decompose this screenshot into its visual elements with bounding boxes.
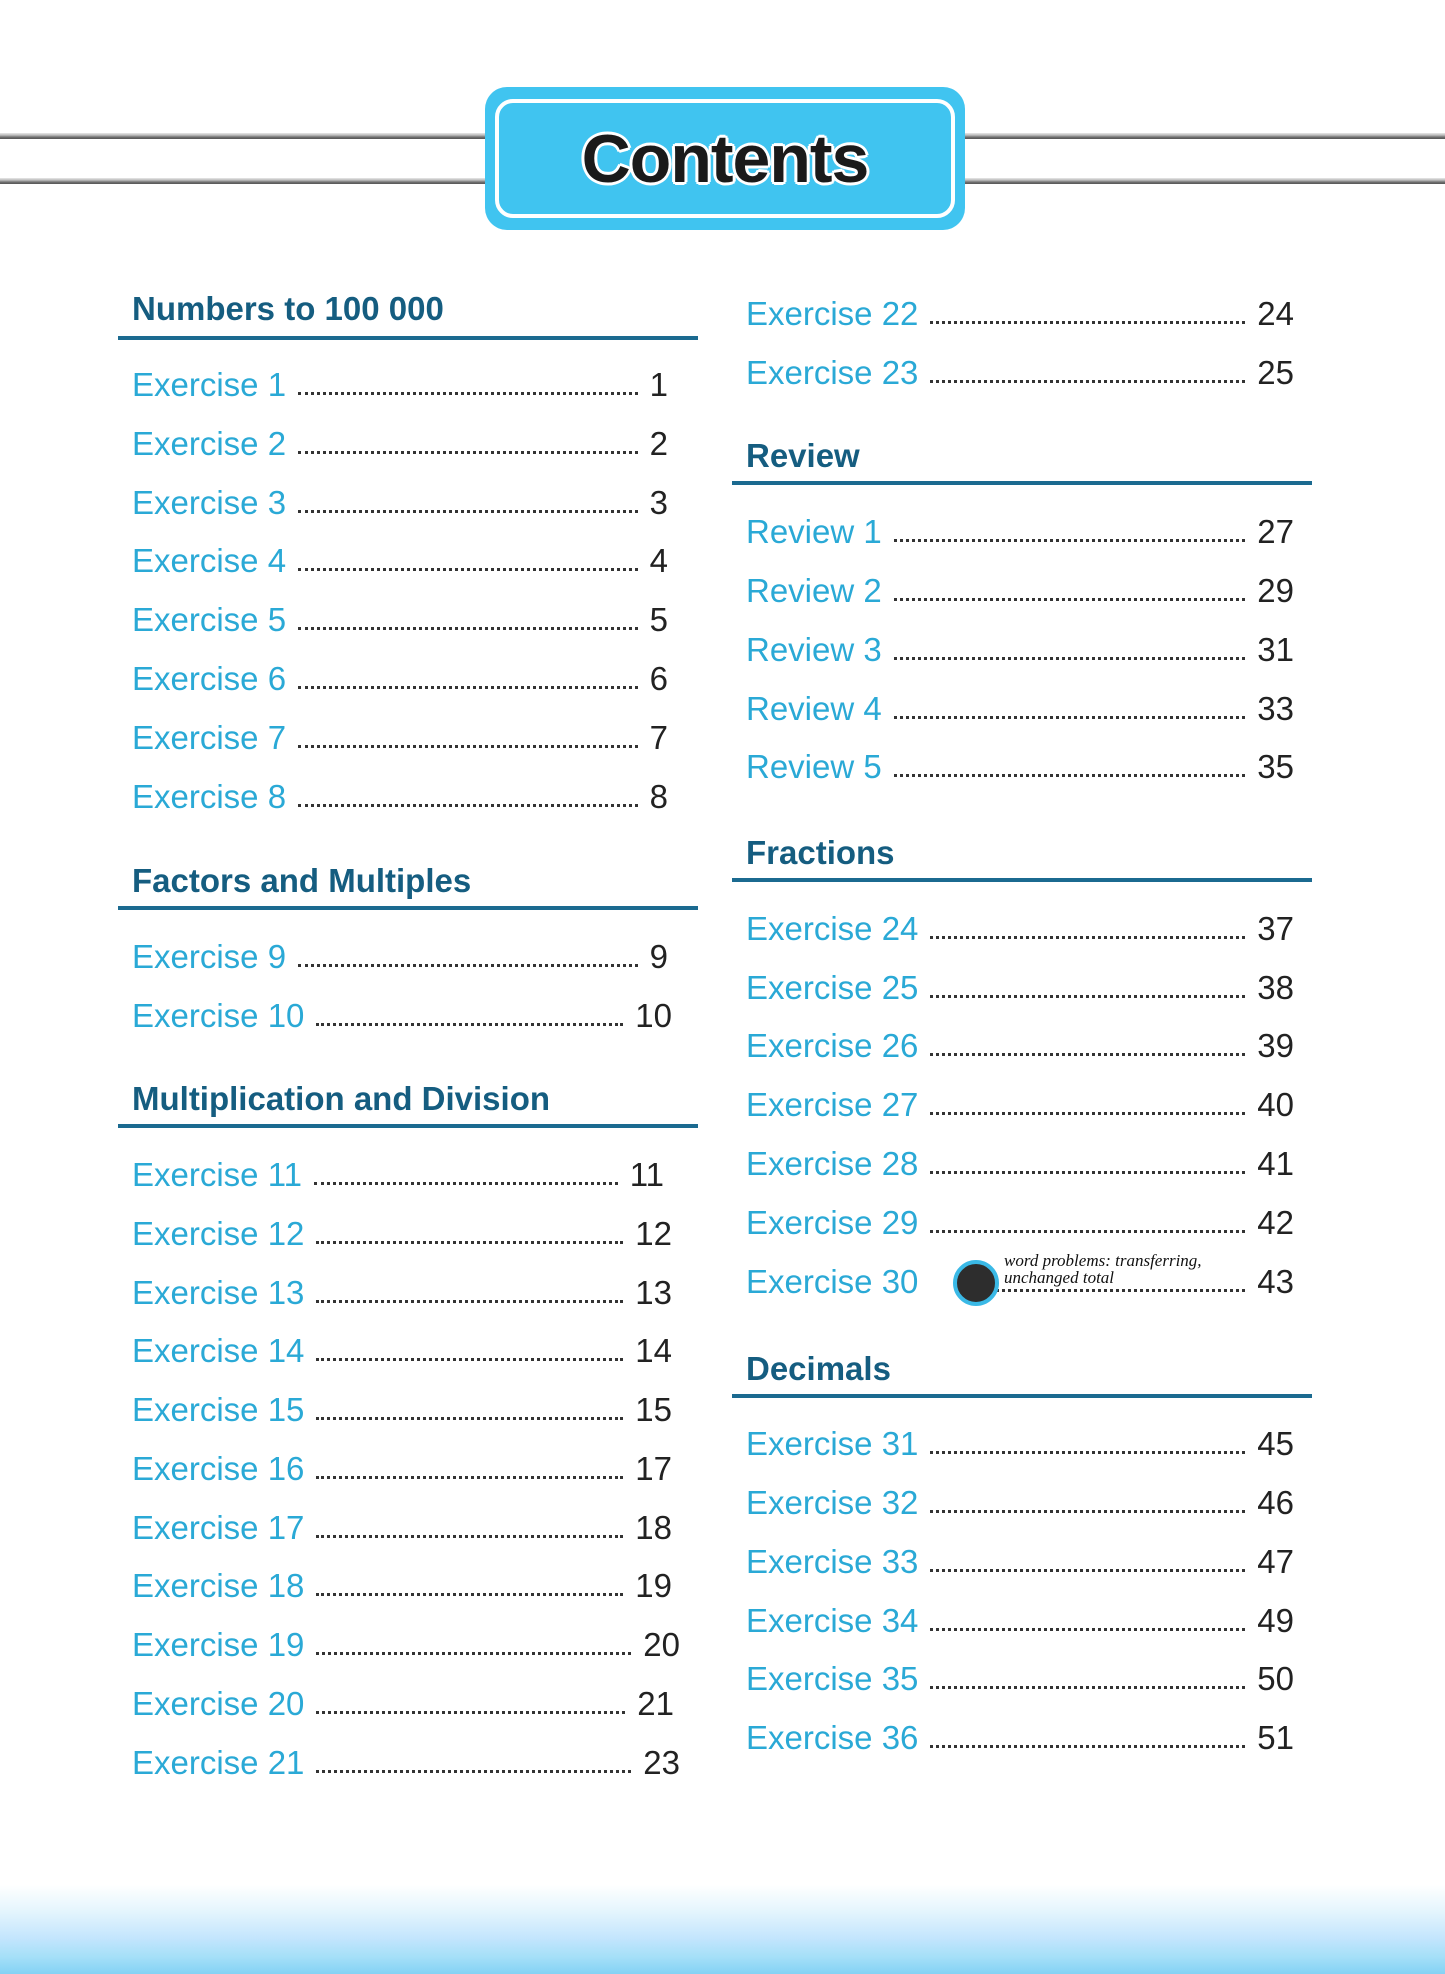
toc-entry[interactable] xyxy=(132,928,668,976)
entry-page: 46 xyxy=(1257,1484,1294,1521)
dot-leader xyxy=(316,1535,623,1538)
entry-label: Exercise 19 xyxy=(132,1626,305,1663)
dot-leader xyxy=(930,1171,1245,1174)
dot-leader xyxy=(316,1417,623,1420)
entry-page: 20 xyxy=(643,1626,680,1663)
toc-entry[interactable] xyxy=(746,738,1294,786)
section-heading-decimals: Decimals xyxy=(746,1350,891,1387)
toc-entry[interactable] xyxy=(132,1499,672,1547)
dot-leader xyxy=(316,1593,623,1596)
entry-label: Exercise 7 xyxy=(132,719,287,756)
section-rule xyxy=(118,336,698,340)
section-rule xyxy=(732,1394,1312,1398)
section-heading-multiplication: Multiplication and Division xyxy=(132,1080,551,1117)
dot-leader xyxy=(894,598,1246,601)
dot-leader xyxy=(316,1652,631,1655)
entry-page: 1 xyxy=(649,366,668,403)
toc-entry[interactable] xyxy=(746,959,1294,1007)
entry-label: Exercise 13 xyxy=(132,1274,305,1311)
dot-leader xyxy=(930,380,1245,383)
toc-entry[interactable] xyxy=(132,709,668,757)
entry-page: 4 xyxy=(649,542,668,579)
entry-page: 43 xyxy=(1257,1263,1294,1300)
section-rule xyxy=(732,878,1312,882)
section-heading-factors: Factors and Multiples xyxy=(132,862,472,899)
toc-entry[interactable] xyxy=(746,503,1294,551)
toc-entry[interactable] xyxy=(132,1146,664,1194)
toc-entry[interactable] xyxy=(746,1592,1294,1640)
toc-entry[interactable] xyxy=(132,1205,672,1253)
page-title: Contents xyxy=(581,120,869,197)
entry-label: Exercise 31 xyxy=(746,1425,919,1462)
entry-page: 24 xyxy=(1257,295,1294,332)
toc-entry[interactable] xyxy=(132,1322,672,1370)
dot-leader xyxy=(316,1358,623,1361)
entry-label: Exercise 6 xyxy=(132,660,287,697)
section-rule xyxy=(118,1124,698,1128)
entry-page: 47 xyxy=(1257,1543,1294,1580)
entry-page: 49 xyxy=(1257,1602,1294,1639)
entry-label: Exercise 21 xyxy=(132,1744,305,1781)
entry-label: Exercise 32 xyxy=(746,1484,919,1521)
entry-label: Exercise 18 xyxy=(132,1567,305,1604)
dot-leader xyxy=(298,451,638,454)
entry-label: Exercise 15 xyxy=(132,1391,305,1428)
entry-page: 17 xyxy=(635,1450,672,1487)
entry-label: Review 5 xyxy=(746,748,882,785)
toc-entry[interactable] xyxy=(132,532,668,580)
dot-leader xyxy=(316,1770,631,1773)
entry-label: Review 3 xyxy=(746,631,882,668)
entry-page: 8 xyxy=(649,778,668,815)
entry-label: Exercise 33 xyxy=(746,1543,919,1580)
toc-entry[interactable] xyxy=(132,1264,672,1312)
entry-page: 2 xyxy=(649,425,668,462)
entry-label: Review 2 xyxy=(746,572,882,609)
dot-leader xyxy=(298,804,638,807)
toc-entry[interactable] xyxy=(746,344,1294,392)
entry-page: 13 xyxy=(635,1274,672,1311)
dot-leader xyxy=(316,1241,623,1244)
toc-entry[interactable] xyxy=(132,356,668,404)
toc-entry[interactable] xyxy=(746,1076,1294,1124)
entry-page: 25 xyxy=(1257,354,1294,391)
entry-page: 14 xyxy=(635,1332,672,1369)
note-line-1: word problems: transferring, xyxy=(1004,1251,1202,1270)
entry-page: 42 xyxy=(1257,1204,1294,1241)
entry-page: 15 xyxy=(635,1391,672,1428)
entry-label: Exercise 26 xyxy=(746,1027,919,1064)
dot-leader xyxy=(298,745,638,748)
entry-page: 19 xyxy=(635,1567,672,1604)
entry-label: Exercise 36 xyxy=(746,1719,919,1756)
toc-entry[interactable] xyxy=(746,621,1294,669)
toc-entry[interactable] xyxy=(746,1533,1294,1581)
dot-leader xyxy=(930,321,1245,324)
section-heading-review: Review xyxy=(746,437,860,474)
entry-page: 12 xyxy=(635,1215,672,1252)
dot-leader xyxy=(894,774,1246,777)
entry-page: 27 xyxy=(1257,513,1294,550)
entry-label: Exercise 3 xyxy=(132,484,287,521)
toc-entry[interactable] xyxy=(746,1650,1294,1698)
dot-leader xyxy=(930,1112,1245,1115)
title-badge xyxy=(485,87,965,230)
toc-entry[interactable] xyxy=(746,1415,1294,1463)
toc-entry[interactable] xyxy=(132,415,668,463)
dot-leader xyxy=(930,936,1245,939)
dot-leader xyxy=(298,568,638,571)
entry-label: Exercise 30 xyxy=(746,1263,919,1300)
dot-leader xyxy=(894,716,1246,719)
dot-leader xyxy=(894,657,1246,660)
exercise-note xyxy=(1004,1252,1202,1286)
dot-leader xyxy=(316,1711,625,1714)
note-line-2: unchanged total xyxy=(1004,1268,1115,1287)
dot-leader xyxy=(978,1289,1245,1292)
footer-gradient-band xyxy=(0,1885,1445,1974)
toc-entry[interactable] xyxy=(132,1557,672,1605)
entry-page: 39 xyxy=(1257,1027,1294,1064)
entry-label: Exercise 16 xyxy=(132,1450,305,1487)
toc-entry[interactable] xyxy=(746,680,1294,728)
dot-leader xyxy=(930,1053,1245,1056)
dot-leader xyxy=(930,1745,1245,1748)
toc-entry[interactable] xyxy=(132,768,668,816)
dot-leader xyxy=(894,539,1246,542)
dot-leader xyxy=(298,510,638,513)
entry-label: Exercise 29 xyxy=(746,1204,919,1241)
dot-leader xyxy=(930,1686,1245,1689)
toc-entry[interactable] xyxy=(746,1194,1294,1242)
dot-leader xyxy=(316,1023,623,1026)
entry-label: Exercise 8 xyxy=(132,778,287,815)
dot-leader xyxy=(930,1451,1245,1454)
entry-page: 38 xyxy=(1257,969,1294,1006)
toc-entry[interactable] xyxy=(132,591,668,639)
toc-entry[interactable] xyxy=(746,562,1294,610)
dot-leader xyxy=(930,1230,1245,1233)
entry-label: Exercise 27 xyxy=(746,1086,919,1123)
toc-entry[interactable] xyxy=(132,1734,680,1782)
entry-label: Review 4 xyxy=(746,690,882,727)
entry-page: 35 xyxy=(1257,748,1294,785)
toc-entry[interactable] xyxy=(132,650,668,698)
entry-page: 21 xyxy=(637,1685,674,1722)
dot-leader xyxy=(930,1628,1245,1631)
entry-label: Exercise 1 xyxy=(132,366,287,403)
dot-leader xyxy=(930,995,1245,998)
entry-label: Exercise 4 xyxy=(132,542,287,579)
entry-page: 9 xyxy=(649,938,668,975)
entry-label: Exercise 35 xyxy=(746,1660,919,1697)
section-rule xyxy=(732,481,1312,485)
toc-entry[interactable] xyxy=(746,900,1294,948)
entry-page: 10 xyxy=(635,997,672,1034)
qr-code-badge-icon[interactable] xyxy=(953,1260,999,1306)
entry-label: Exercise 25 xyxy=(746,969,919,1006)
section-rule xyxy=(118,906,698,910)
title-badge-inner xyxy=(495,99,955,218)
entry-page: 11 xyxy=(629,1156,664,1193)
entry-page: 5 xyxy=(649,601,668,638)
entry-label: Review 1 xyxy=(746,513,882,550)
toc-entry[interactable] xyxy=(746,1017,1294,1065)
entry-label: Exercise 24 xyxy=(746,910,919,947)
entry-page: 6 xyxy=(649,660,668,697)
entry-label: Exercise 10 xyxy=(132,997,305,1034)
dot-leader xyxy=(298,686,638,689)
entry-page: 37 xyxy=(1257,910,1294,947)
entry-label: Exercise 34 xyxy=(746,1602,919,1639)
toc-entry[interactable] xyxy=(132,1440,672,1488)
entry-label: Exercise 20 xyxy=(132,1685,305,1722)
entry-page: 51 xyxy=(1257,1719,1294,1756)
entry-page: 45 xyxy=(1257,1425,1294,1462)
entry-label: Exercise 22 xyxy=(746,295,919,332)
entry-label: Exercise 12 xyxy=(132,1215,305,1252)
entry-label: Exercise 5 xyxy=(132,601,287,638)
entry-page: 40 xyxy=(1257,1086,1294,1123)
toc-entry[interactable] xyxy=(132,474,668,522)
entry-label: Exercise 14 xyxy=(132,1332,305,1369)
toc-entry[interactable] xyxy=(132,1381,672,1429)
entry-page: 23 xyxy=(643,1744,680,1781)
toc-entry[interactable] xyxy=(746,1474,1294,1522)
toc-entry[interactable] xyxy=(746,1135,1294,1183)
toc-entry[interactable] xyxy=(132,987,672,1035)
entry-label: Exercise 2 xyxy=(132,425,287,462)
entry-page: 41 xyxy=(1257,1145,1294,1182)
entry-page: 29 xyxy=(1257,572,1294,609)
toc-entry[interactable] xyxy=(132,1616,680,1664)
dot-leader xyxy=(298,392,638,395)
entry-label: Exercise 9 xyxy=(132,938,287,975)
dot-leader xyxy=(930,1510,1245,1513)
entry-label: Exercise 11 xyxy=(132,1156,302,1193)
dot-leader xyxy=(314,1182,618,1185)
entry-page: 33 xyxy=(1257,690,1294,727)
dot-leader xyxy=(298,627,638,630)
entry-label: Exercise 23 xyxy=(746,354,919,391)
toc-entry[interactable] xyxy=(746,285,1294,333)
entry-page: 31 xyxy=(1257,631,1294,668)
dot-leader xyxy=(316,1300,623,1303)
section-heading-numbers: Numbers to 100 000 xyxy=(132,290,444,327)
section-heading-fractions: Fractions xyxy=(746,834,895,871)
entry-page: 7 xyxy=(649,719,668,756)
entry-page: 3 xyxy=(649,484,668,521)
entry-label: Exercise 28 xyxy=(746,1145,919,1182)
entry-page: 18 xyxy=(635,1509,672,1546)
toc-entry[interactable] xyxy=(746,1709,1294,1757)
dot-leader xyxy=(930,1569,1245,1572)
dot-leader xyxy=(298,964,638,967)
toc-entry[interactable] xyxy=(132,1675,674,1723)
entry-page: 50 xyxy=(1257,1660,1294,1697)
entry-label: Exercise 17 xyxy=(132,1509,305,1546)
dot-leader xyxy=(316,1476,623,1479)
